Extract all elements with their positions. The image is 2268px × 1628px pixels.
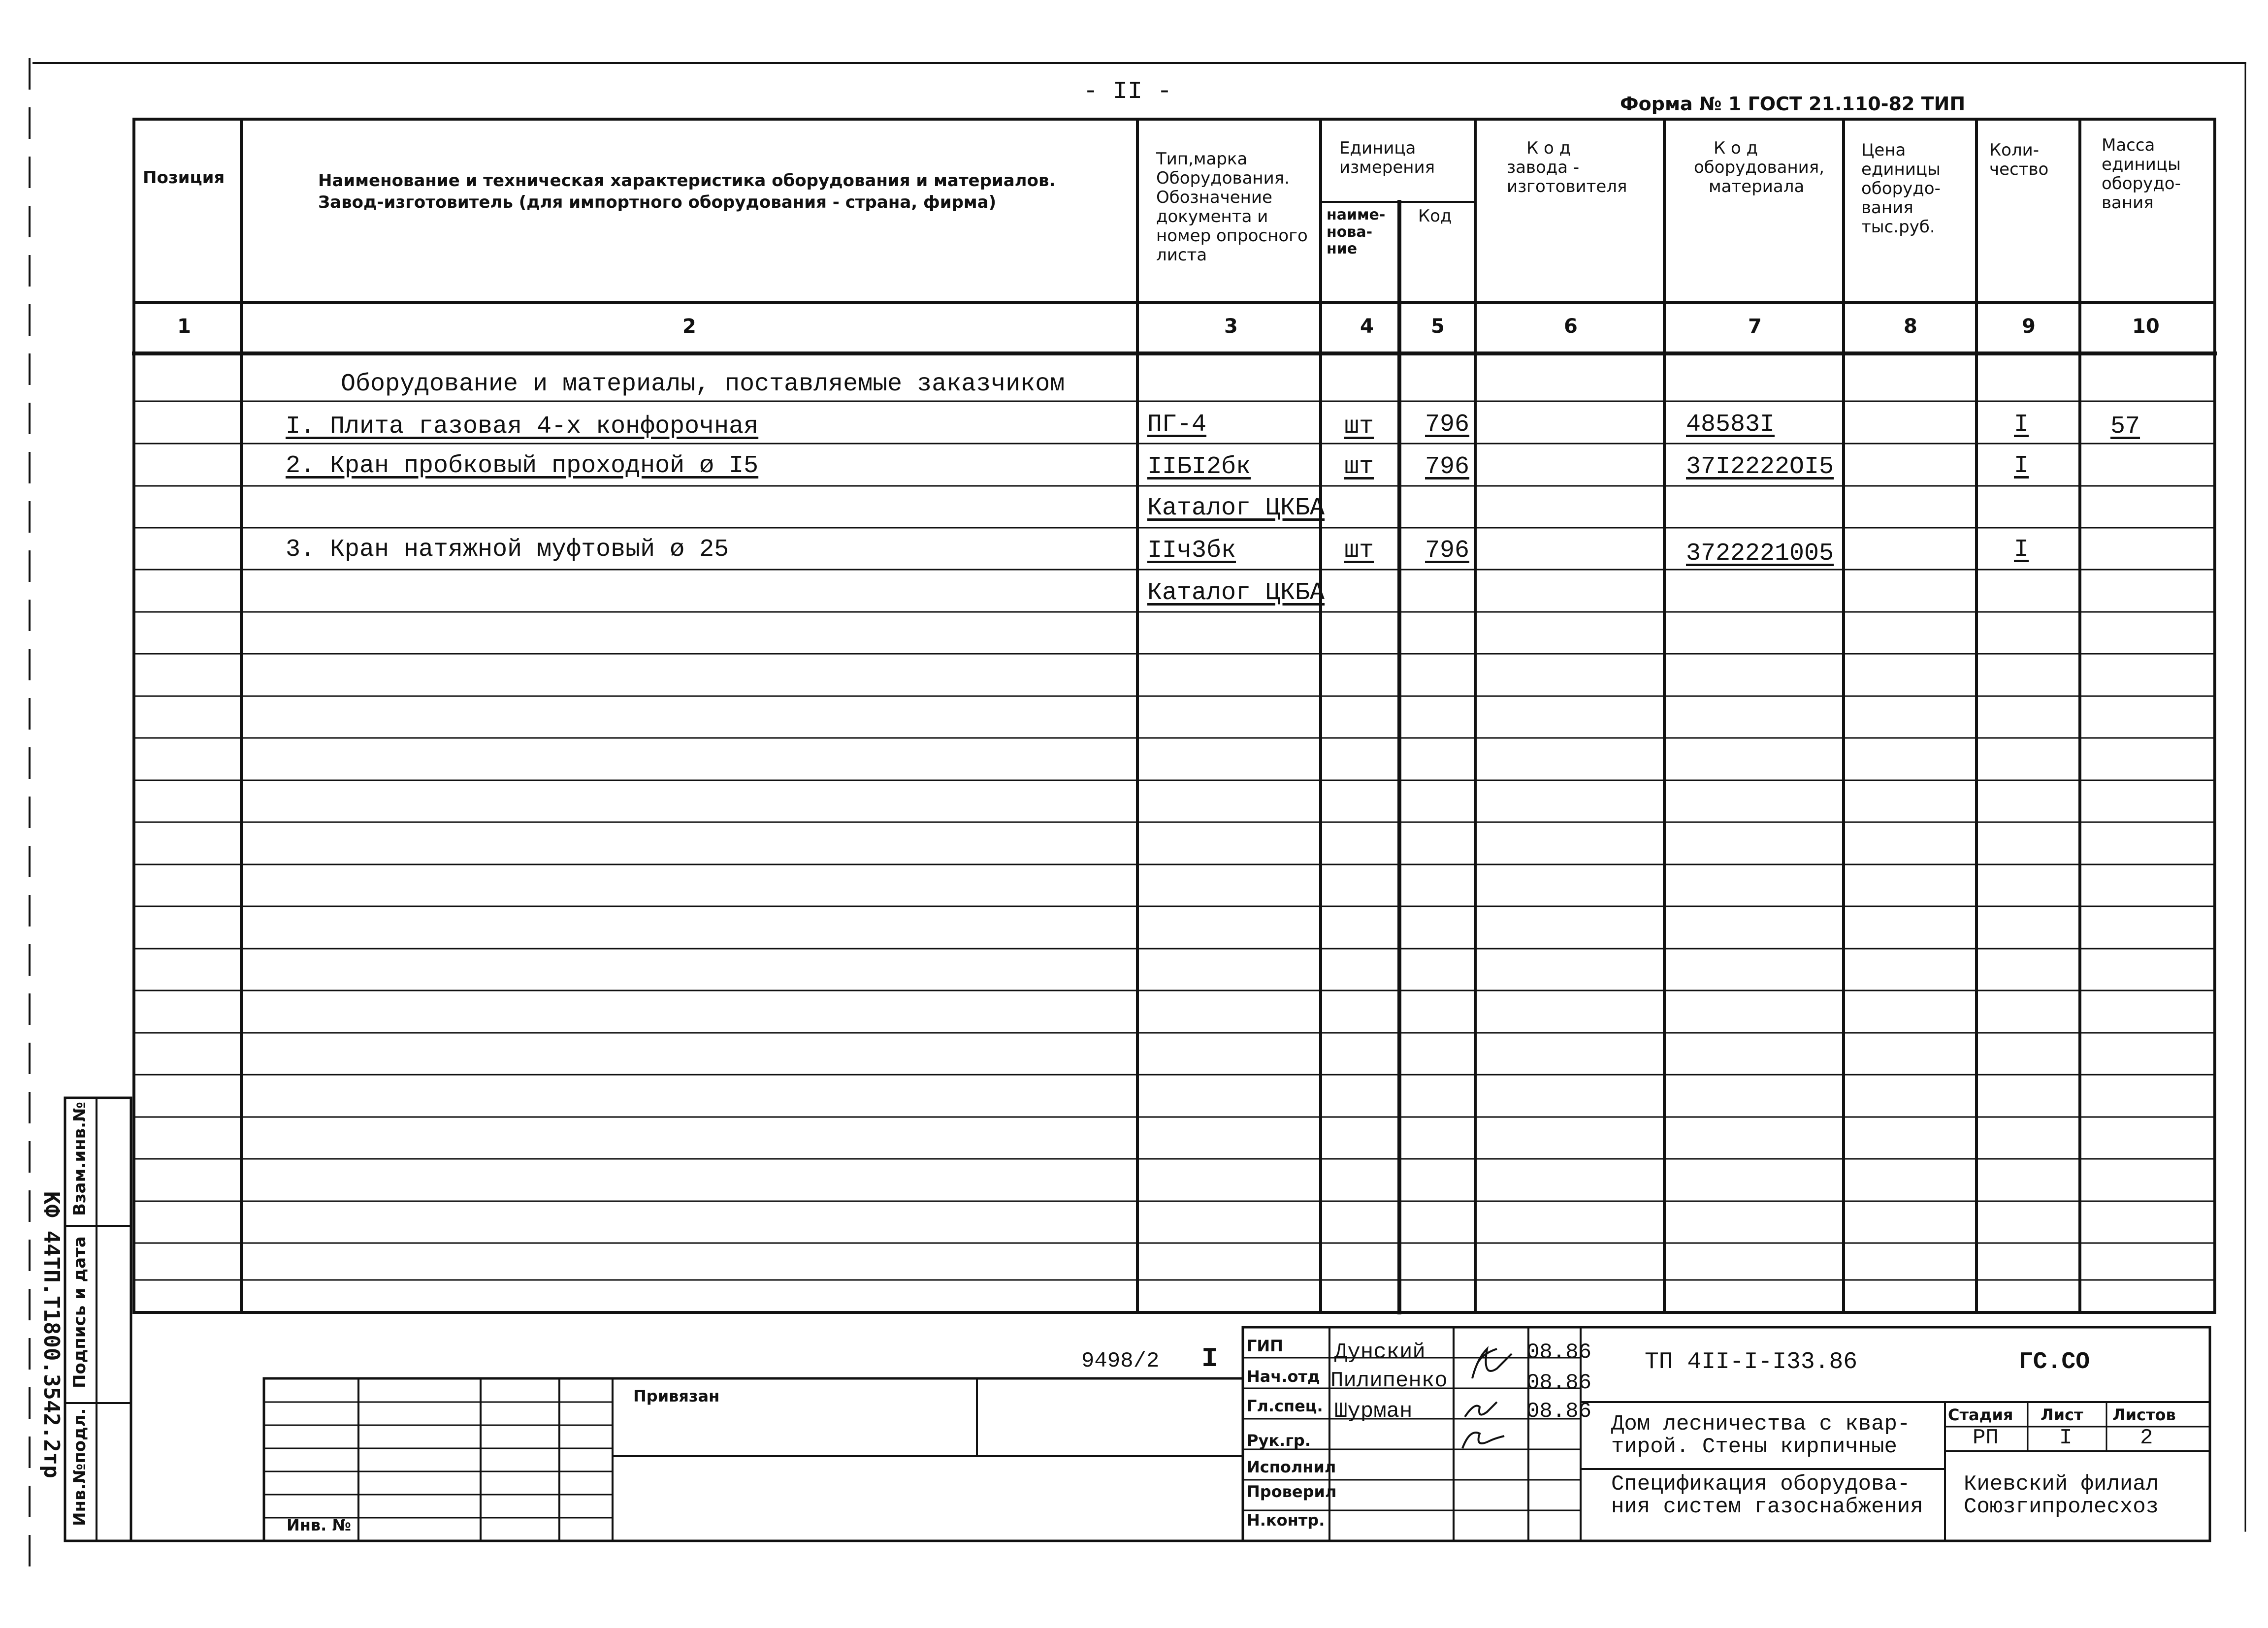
side-stamp-handwritten-code: КФ 44ТП.Т1800.3542.2тр <box>39 1191 64 1478</box>
organization-line1: Киевский филиал <box>1964 1472 2159 1497</box>
stage-label: Стадия <box>1948 1405 2013 1424</box>
table-row-type: Каталог ЦКБА <box>1147 579 1325 607</box>
role-executor: Исполнил <box>1247 1458 1336 1476</box>
column-number: 4 <box>1360 315 1374 338</box>
table-row-unit: шт <box>1344 537 1374 565</box>
table-row-type: ПГ-4 <box>1147 411 1207 439</box>
attached-label: Привязан <box>633 1387 720 1405</box>
sheets-value: 2 <box>2140 1426 2153 1450</box>
table-row-material-code: 48583I <box>1686 411 1775 439</box>
sheet-label: Лист <box>2041 1405 2083 1424</box>
document-code: ТП 4II-I-I33.86 <box>1645 1349 1858 1375</box>
signer-name: Шурман <box>1334 1399 1413 1424</box>
table-row-name: I. Плита газовая 4-х конфорочная <box>286 413 759 441</box>
sheets-label: Листов <box>2112 1405 2176 1424</box>
building-name-line2: тирой. Стены кирпичные <box>1611 1435 1897 1459</box>
section-title: Оборудование и материалы, поставляемые заказчиком <box>341 370 1065 398</box>
table-row-qty: I <box>2014 452 2029 480</box>
revision-marks: I <box>1201 1343 1218 1374</box>
header-price: Цена единицы оборудо- вания тыс.руб. <box>1861 140 1941 237</box>
side-stamp-original-inv: Инв.№подл. <box>70 1408 90 1526</box>
header-unit-code: Код <box>1418 206 1452 226</box>
signer-name: Пилипенко <box>1330 1369 1448 1393</box>
table-row-code: 796 <box>1425 453 1470 481</box>
role-group-lead: Рук.гр. <box>1247 1431 1311 1450</box>
order-number: 9498/2 <box>1081 1349 1160 1373</box>
role-checked: Проверил <box>1247 1482 1337 1501</box>
table-row-code: 796 <box>1425 411 1470 439</box>
table-row-name: 3. Кран натяжной муфтовый ø 25 <box>286 536 729 564</box>
header-material-code: К о д оборудования, материала <box>1694 138 1825 197</box>
header-factory-code: К о д завода - изготовителя <box>1507 138 1627 197</box>
role-gip: ГИП <box>1247 1337 1283 1355</box>
header-position: Позиция <box>143 168 225 188</box>
page-number: - II - <box>1083 78 1172 106</box>
header-mass: Масса единицы оборудо- вания <box>2102 135 2181 213</box>
column-number: 6 <box>1564 315 1578 338</box>
column-number: 10 <box>2132 315 2160 338</box>
header-unit: Единица измерения <box>1339 138 1435 178</box>
table-row-qty: I <box>2014 536 2029 564</box>
table-row-qty: I <box>2014 411 2029 439</box>
table-row-material-code: 37I2222OI5 <box>1686 453 1834 481</box>
header-quantity: Коли- чество <box>1989 140 2049 180</box>
header-name-line2: Завод-изготовитель (для импортного оборудования - страна, фирма) <box>318 192 997 212</box>
sign-date: 08.86 <box>1526 1371 1592 1395</box>
signature-marks <box>1462 1349 1512 1448</box>
table-row-material-code: 3722221005 <box>1686 540 1834 568</box>
stage-value: РП <box>1973 1426 1999 1450</box>
sign-date: 08.86 <box>1526 1399 1592 1424</box>
table-row-code: 796 <box>1425 537 1470 565</box>
table-row-mass: 57 <box>2110 413 2140 441</box>
header-name-line1: Наименование и техническая характеристика оборудования и материалов. <box>318 171 1056 191</box>
inventory-number-label: Инв. № <box>287 1516 351 1534</box>
column-number: 5 <box>1431 315 1445 338</box>
building-name-line1: Дом лесничества с квар- <box>1611 1412 1911 1436</box>
header-type: Тип,марка Оборудования. Обозначение документа и номер опросного листа <box>1156 149 1308 265</box>
organization-line2: Союзгипролесхоз <box>1964 1495 2159 1519</box>
table-row-type: Каталог ЦКБА <box>1147 494 1325 522</box>
table-row-type: IIч3бк <box>1147 537 1236 565</box>
document-title-line2: ния систем газоснабжения <box>1611 1495 1923 1519</box>
column-number: 8 <box>1904 315 1917 338</box>
role-norm-control: Н.контр. <box>1247 1511 1325 1530</box>
column-number: 1 <box>177 315 191 338</box>
table-row-unit: шт <box>1344 413 1374 441</box>
sheet-value: I <box>2059 1426 2073 1450</box>
column-number: 9 <box>2022 315 2036 338</box>
role-chief-spec: Гл.спец. <box>1247 1397 1323 1415</box>
sign-date: 08.86 <box>1526 1340 1592 1365</box>
side-stamp-signature-date: Подпись и дата <box>70 1236 90 1388</box>
document-title-line1: Спецификация оборудова- <box>1611 1472 1911 1497</box>
table-row-unit: шт <box>1344 453 1374 481</box>
column-number: 2 <box>682 315 696 338</box>
sheet-code: ГС.СО <box>2019 1349 2090 1375</box>
column-number: 3 <box>1224 315 1238 338</box>
form-label: Форма № 1 ГОСТ 21.110-82 ТИП <box>1620 93 1966 115</box>
side-stamp-replacement-inv: Взам.инв.№ <box>70 1102 90 1216</box>
signer-name: Дунский <box>1334 1340 1426 1365</box>
table-row-type: IIБI2бк <box>1147 453 1251 481</box>
role-head-dept: Нач.отд <box>1247 1367 1320 1386</box>
column-number: 7 <box>1748 315 1762 338</box>
table-row-name: 2. Кран пробковый проходной ø I5 <box>286 452 759 480</box>
header-unit-name: наиме- нова- ние <box>1327 206 1386 257</box>
